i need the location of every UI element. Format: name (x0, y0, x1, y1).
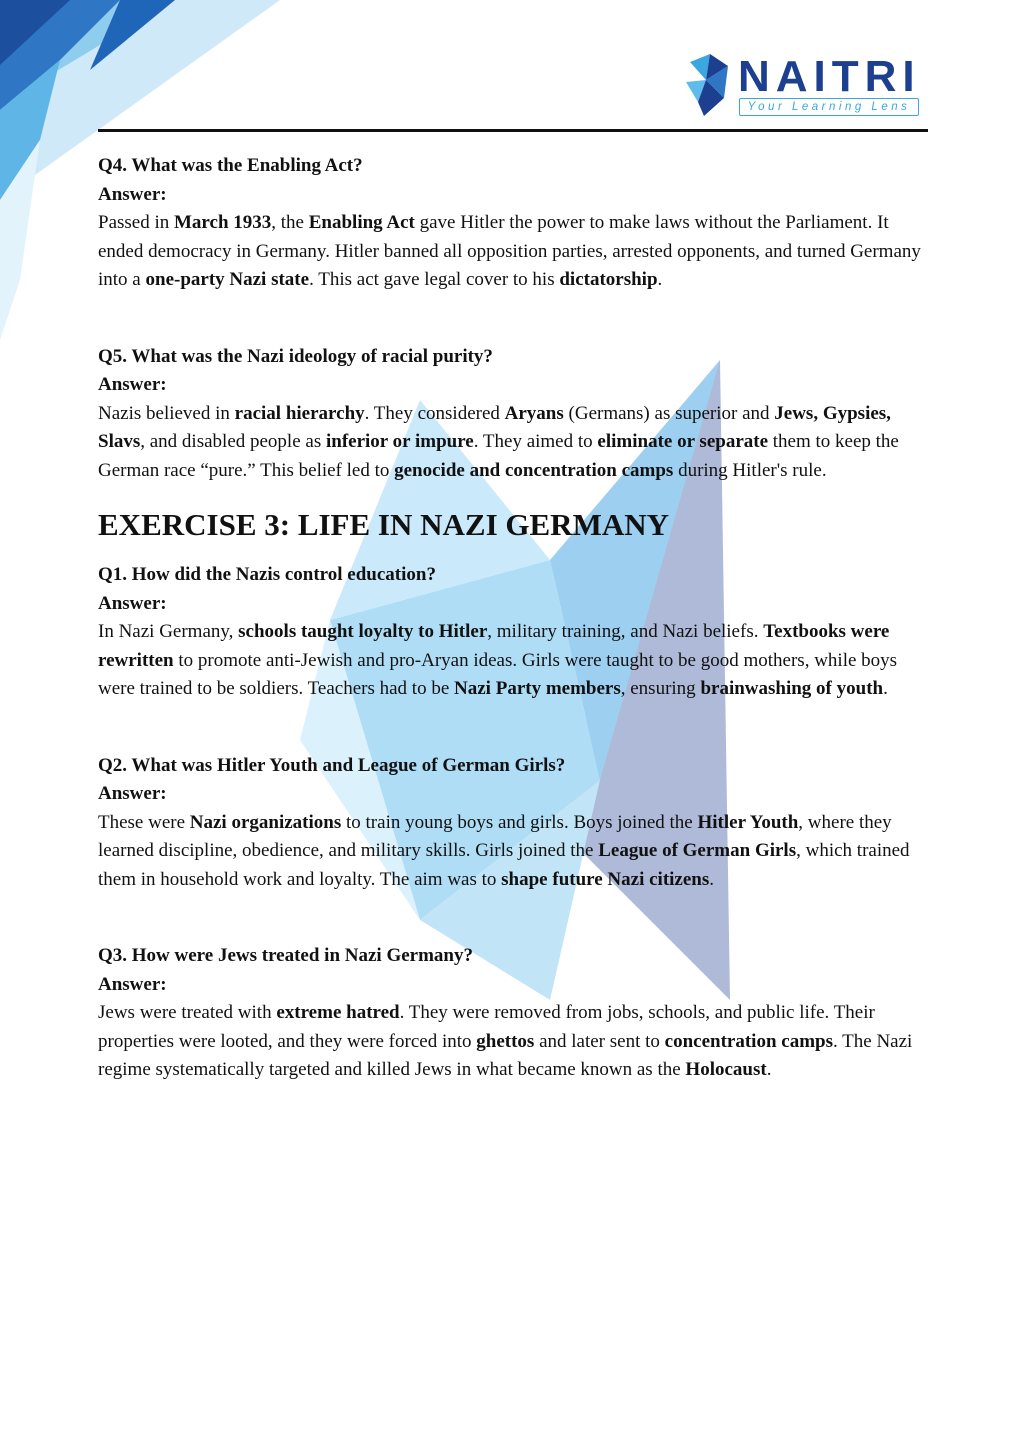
answer-text: Passed in March 1933, the Enabling Act gave Hitler the power to make laws without the Parliament. It ended democracy in Germany. Hitler banned all opposition parties, arrested opponents, and turned Germany into a one-party Nazi state. This act gave legal cover to his dictatorship. (98, 212, 921, 290)
answer-label: Answer: (98, 592, 167, 614)
answer-text: Jews were treated with extreme hatred. They were removed from jobs, schools, and public life. Their properties were looted, and they were forced into ghettos and later sent to concentration camps. The Nazi regime systematically targeted and killed Jews in what became known as the Holocaust. (98, 1002, 913, 1080)
answer-text: Nazis believed in racial hierarchy. They considered Aryans (Germans) as superior and Jews, Gypsies, Slavs, and disabled people as inferior or impure. They aimed to eliminate or separate them to keep the German race “pure.” This belief led to genocide and concentration camps during Hitler's rule. (98, 402, 899, 481)
emphasis-text: Nazi organizations (189, 811, 342, 833)
emphasis-text: March 1933 (174, 212, 272, 233)
emphasis-text: Hitler Youth (697, 811, 799, 833)
qa-block (98, 343, 928, 486)
naitri-logo (684, 52, 934, 122)
emphasis-text: genocide and concentration camps (394, 459, 674, 481)
answer-label: Answer: (98, 783, 167, 804)
question-heading: Q4. What was the Enabling Act? (98, 155, 363, 176)
question-heading: Q2. What was Hitler Youth and League of German Girls? (98, 754, 566, 776)
logo-name: NAITRI (738, 52, 921, 101)
answer-text: These were Nazi organizations to train young boys and girls. Boys joined the Hitler Youth, where they learned discipline, obedience, and military skills. Girls joined the League of German Girls, which trained them in household work and loyalty. The aim was to shape future Nazi citizens. (98, 811, 910, 890)
emphasis-text: dictatorship (559, 269, 658, 290)
document-body (98, 152, 928, 1085)
emphasis-text: ghettos (476, 1030, 535, 1052)
exercise-heading: EXERCISE 3: LIFE IN NAZI GERMANY (98, 507, 669, 542)
answer-label: Answer: (98, 374, 167, 395)
emphasis-text: Jews, Gypsies, Slavs (98, 402, 891, 452)
emphasis-text: Textbooks were rewritten (98, 621, 890, 671)
answer-label: Answer: (98, 973, 167, 995)
emphasis-text: racial hierarchy (234, 402, 365, 424)
emphasis-text: Holocaust (685, 1059, 767, 1080)
question-heading: Q5. What was the Nazi ideology of racial purity? (98, 345, 493, 367)
answer-text: In Nazi Germany, schools taught loyalty to Hitler, military training, and Nazi beliefs. Textbooks were rewritten to promote anti-Jewish and pro-Aryan ideas. Girls were taught to be good mothers, while boys were trained to be soldiers. Teachers had to be Nazi Party members, ensuring brainwashing of youth. (98, 621, 898, 699)
emphasis-text: extreme hatred (276, 1002, 400, 1023)
logo-mark-icon (684, 52, 734, 118)
question-heading: Q1. How did the Nazis control education? (98, 564, 436, 585)
answer-label: Answer: (98, 183, 167, 205)
emphasis-text: one-party Nazi state (145, 269, 310, 290)
header-divider (98, 129, 928, 132)
qa-block (98, 752, 928, 895)
emphasis-text: concentration camps (664, 1030, 833, 1052)
emphasis-text: League of German Girls (598, 840, 797, 861)
emphasis-text: schools taught loyalty to Hitler (238, 621, 488, 642)
emphasis-text: Nazi Party members (454, 678, 621, 699)
question-heading: Q3. How were Jews treated in Nazi Germany? (98, 945, 473, 966)
qa-block (98, 152, 928, 295)
emphasis-text: shape future Nazi citizens (501, 868, 710, 890)
emphasis-text: inferior or impure (325, 431, 474, 452)
emphasis-text: brainwashing of youth (700, 678, 884, 699)
emphasis-text: Enabling Act (308, 212, 415, 233)
emphasis-text: Aryans (504, 402, 564, 424)
qa-block (98, 561, 928, 704)
qa-block (98, 942, 928, 1085)
emphasis-text: eliminate or separate (597, 431, 769, 452)
logo-tagline: Your Learning Lens (739, 98, 919, 116)
